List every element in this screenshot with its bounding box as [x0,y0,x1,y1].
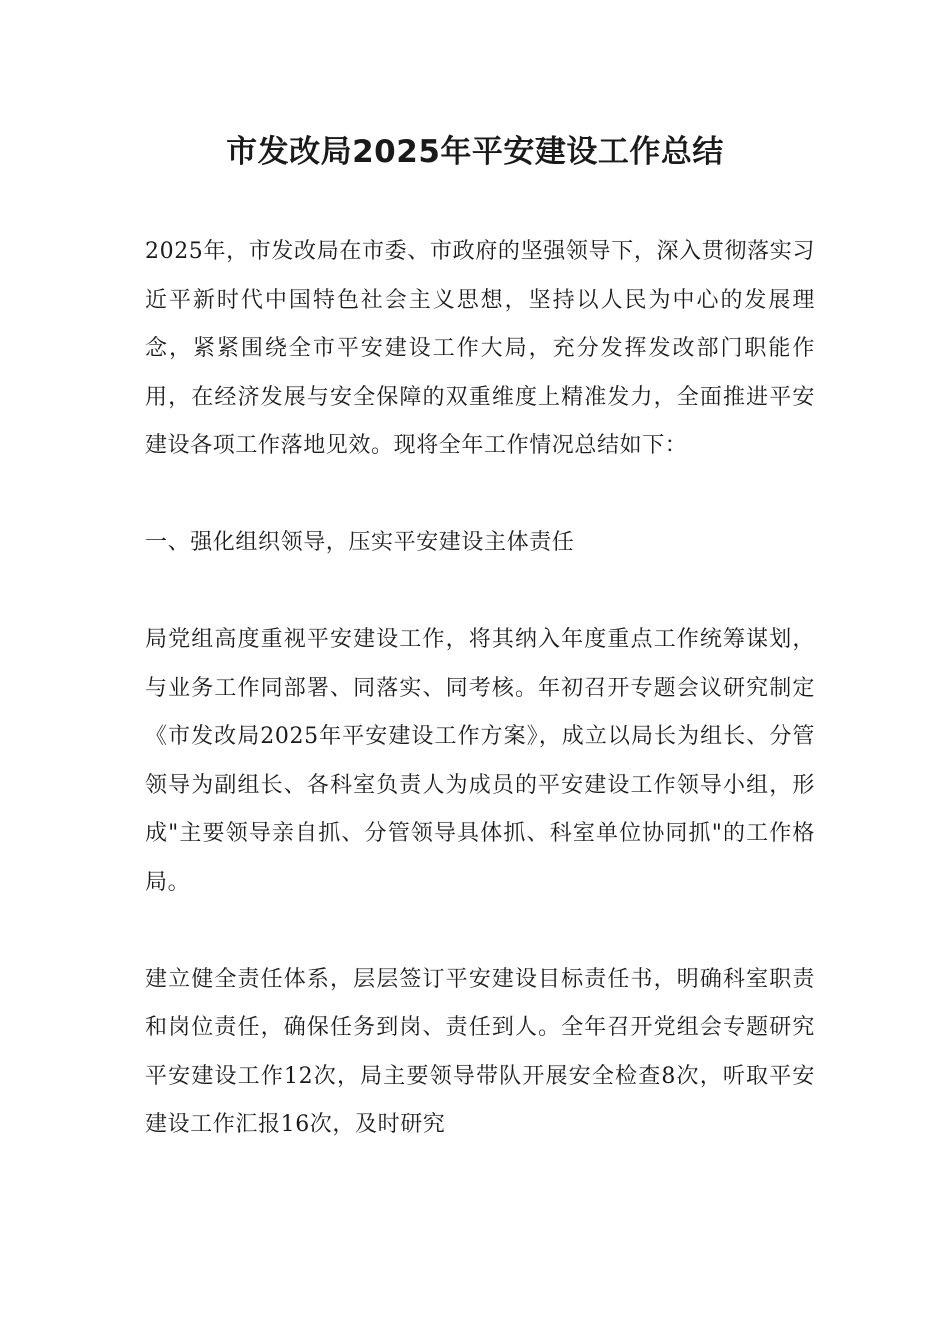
section-heading-1: 一、强化组织领导，压实平安建设主体责任 [145,530,575,555]
body-paragraph: 建立健全责任体系，层层签订平安建设目标责任书，明确科室职责和岗位责任，确保任务到岗、责任到人。全年召开党组会专题研究平安建设工作12次，局主要领导带队开展安全检查8次，听取平安建设工作汇报16次，及时研究 [145,966,815,1137]
body-paragraph: 局党组高度重视平安建设工作，将其纳入年度重点工作统筹谋划，与业务工作同部署、同落实、同考核。年初召开专题会议研究制定《市发改局2025年平安建设工作方案》，成立以局长为组长、分管领导为副组长、各科室负责人为成员的平安建设工作领导小组，形成"主要领导亲自抓、分管领导具体抓、科室单位协同抓"的工作格局。 [145,627,815,895]
document-body [145,228,815,1198]
intro-paragraph: 2025年，市发改局在市委、市政府的坚强领导下，深入贯彻落实习近平新时代中国特色社会主义思想，坚持以人民为中心的发展理念，紧紧围绕全市平安建设工作大局，充分发挥发改部门职能作用，在经济发展与安全保障的双重维度上精准发力，全面推进平安建设各项工作落地见效。现将全年工作情况总结如下： [145,239,815,458]
document-title: 市发改局2025年平安建设工作总结 [226,134,724,170]
